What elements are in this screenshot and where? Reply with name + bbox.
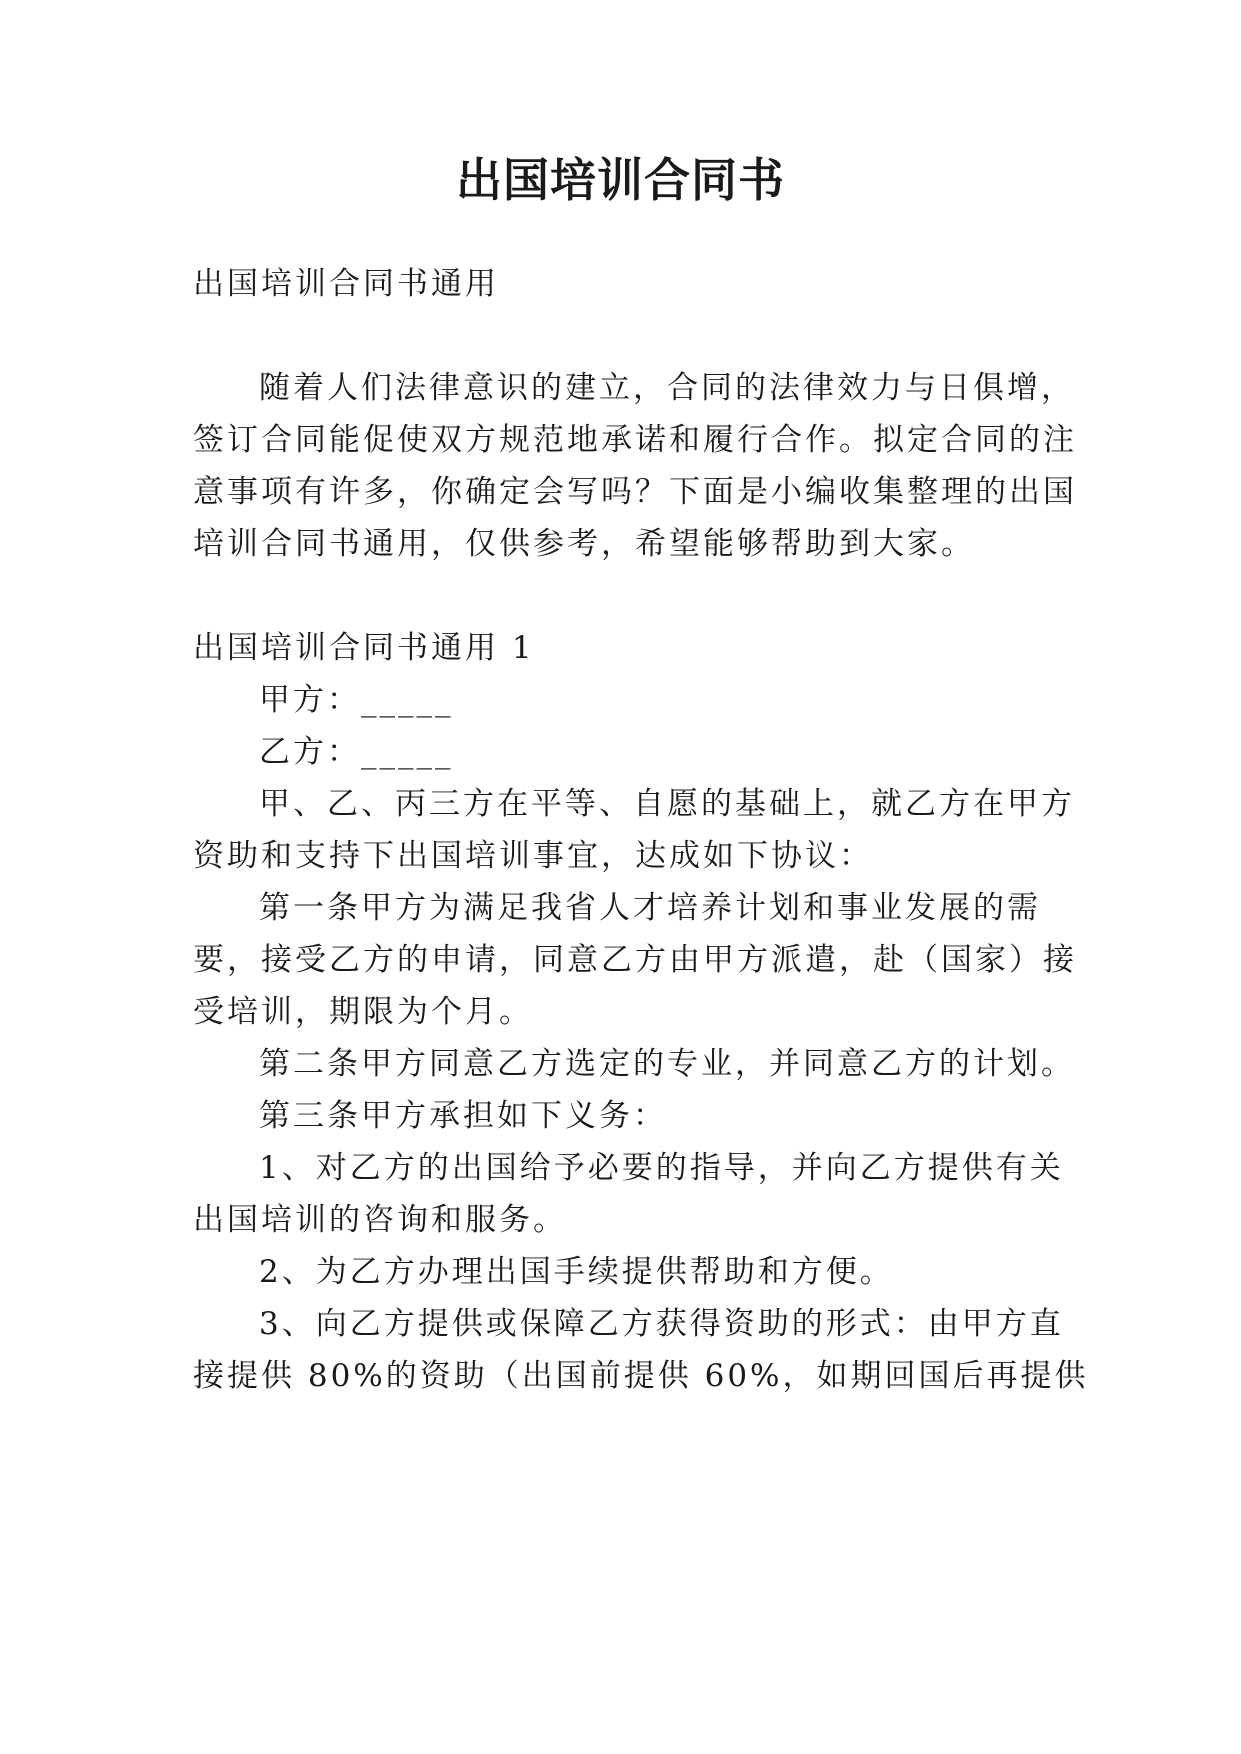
party-b-line: 乙方：_____	[259, 734, 454, 770]
intro-line: 签订合同能促使双方规范地承诺和履行合作。拟定合同的注	[193, 422, 1077, 458]
body-line: 3、向乙方提供或保障乙方获得资助的形式：由甲方直	[259, 1306, 1064, 1342]
body-line: 资助和支持下出国培训事宜，达成如下协议：	[193, 838, 873, 874]
body-line: 第一条甲方为满足我省人才培养计划和事业发展的需	[259, 890, 1041, 926]
body-line: 出国培训的咨询和服务。	[193, 1202, 567, 1238]
party-a-line: 甲方：_____	[259, 682, 454, 718]
intro-line: 培训合同书通用，仅供参考，希望能够帮助到大家。	[193, 526, 975, 562]
body-line: 要，接受乙方的申请，同意乙方由甲方派遣，赴（国家）接	[193, 942, 1077, 978]
body-line: 接提供 80%的资助（出国前提供 60%，如期回国后再提供	[193, 1358, 1089, 1394]
section-heading: 出国培训合同书通用 1	[193, 630, 535, 666]
intro-line: 随着人们法律意识的建立，合同的法律效力与日俱增，	[259, 370, 1075, 406]
intro-line: 意事项有许多，你确定会写吗？下面是小编收集整理的出国	[193, 474, 1077, 510]
document-title: 出国培训合同书	[456, 153, 785, 207]
body-line: 1、对乙方的出国给予必要的指导，并向乙方提供有关	[259, 1150, 1064, 1186]
body-line: 甲、乙、丙三方在平等、自愿的基础上，就乙方在甲方	[259, 786, 1075, 822]
body-line: 2、为乙方办理出国手续提供帮助和方便。	[259, 1254, 894, 1290]
body-line: 第三条甲方承担如下义务：	[259, 1098, 667, 1134]
document-subtitle: 出国培训合同书通用	[193, 266, 499, 302]
body-line: 第二条甲方同意乙方选定的专业，并同意乙方的计划。	[259, 1046, 1075, 1082]
body-line: 受培训，期限为个月。	[193, 994, 533, 1030]
